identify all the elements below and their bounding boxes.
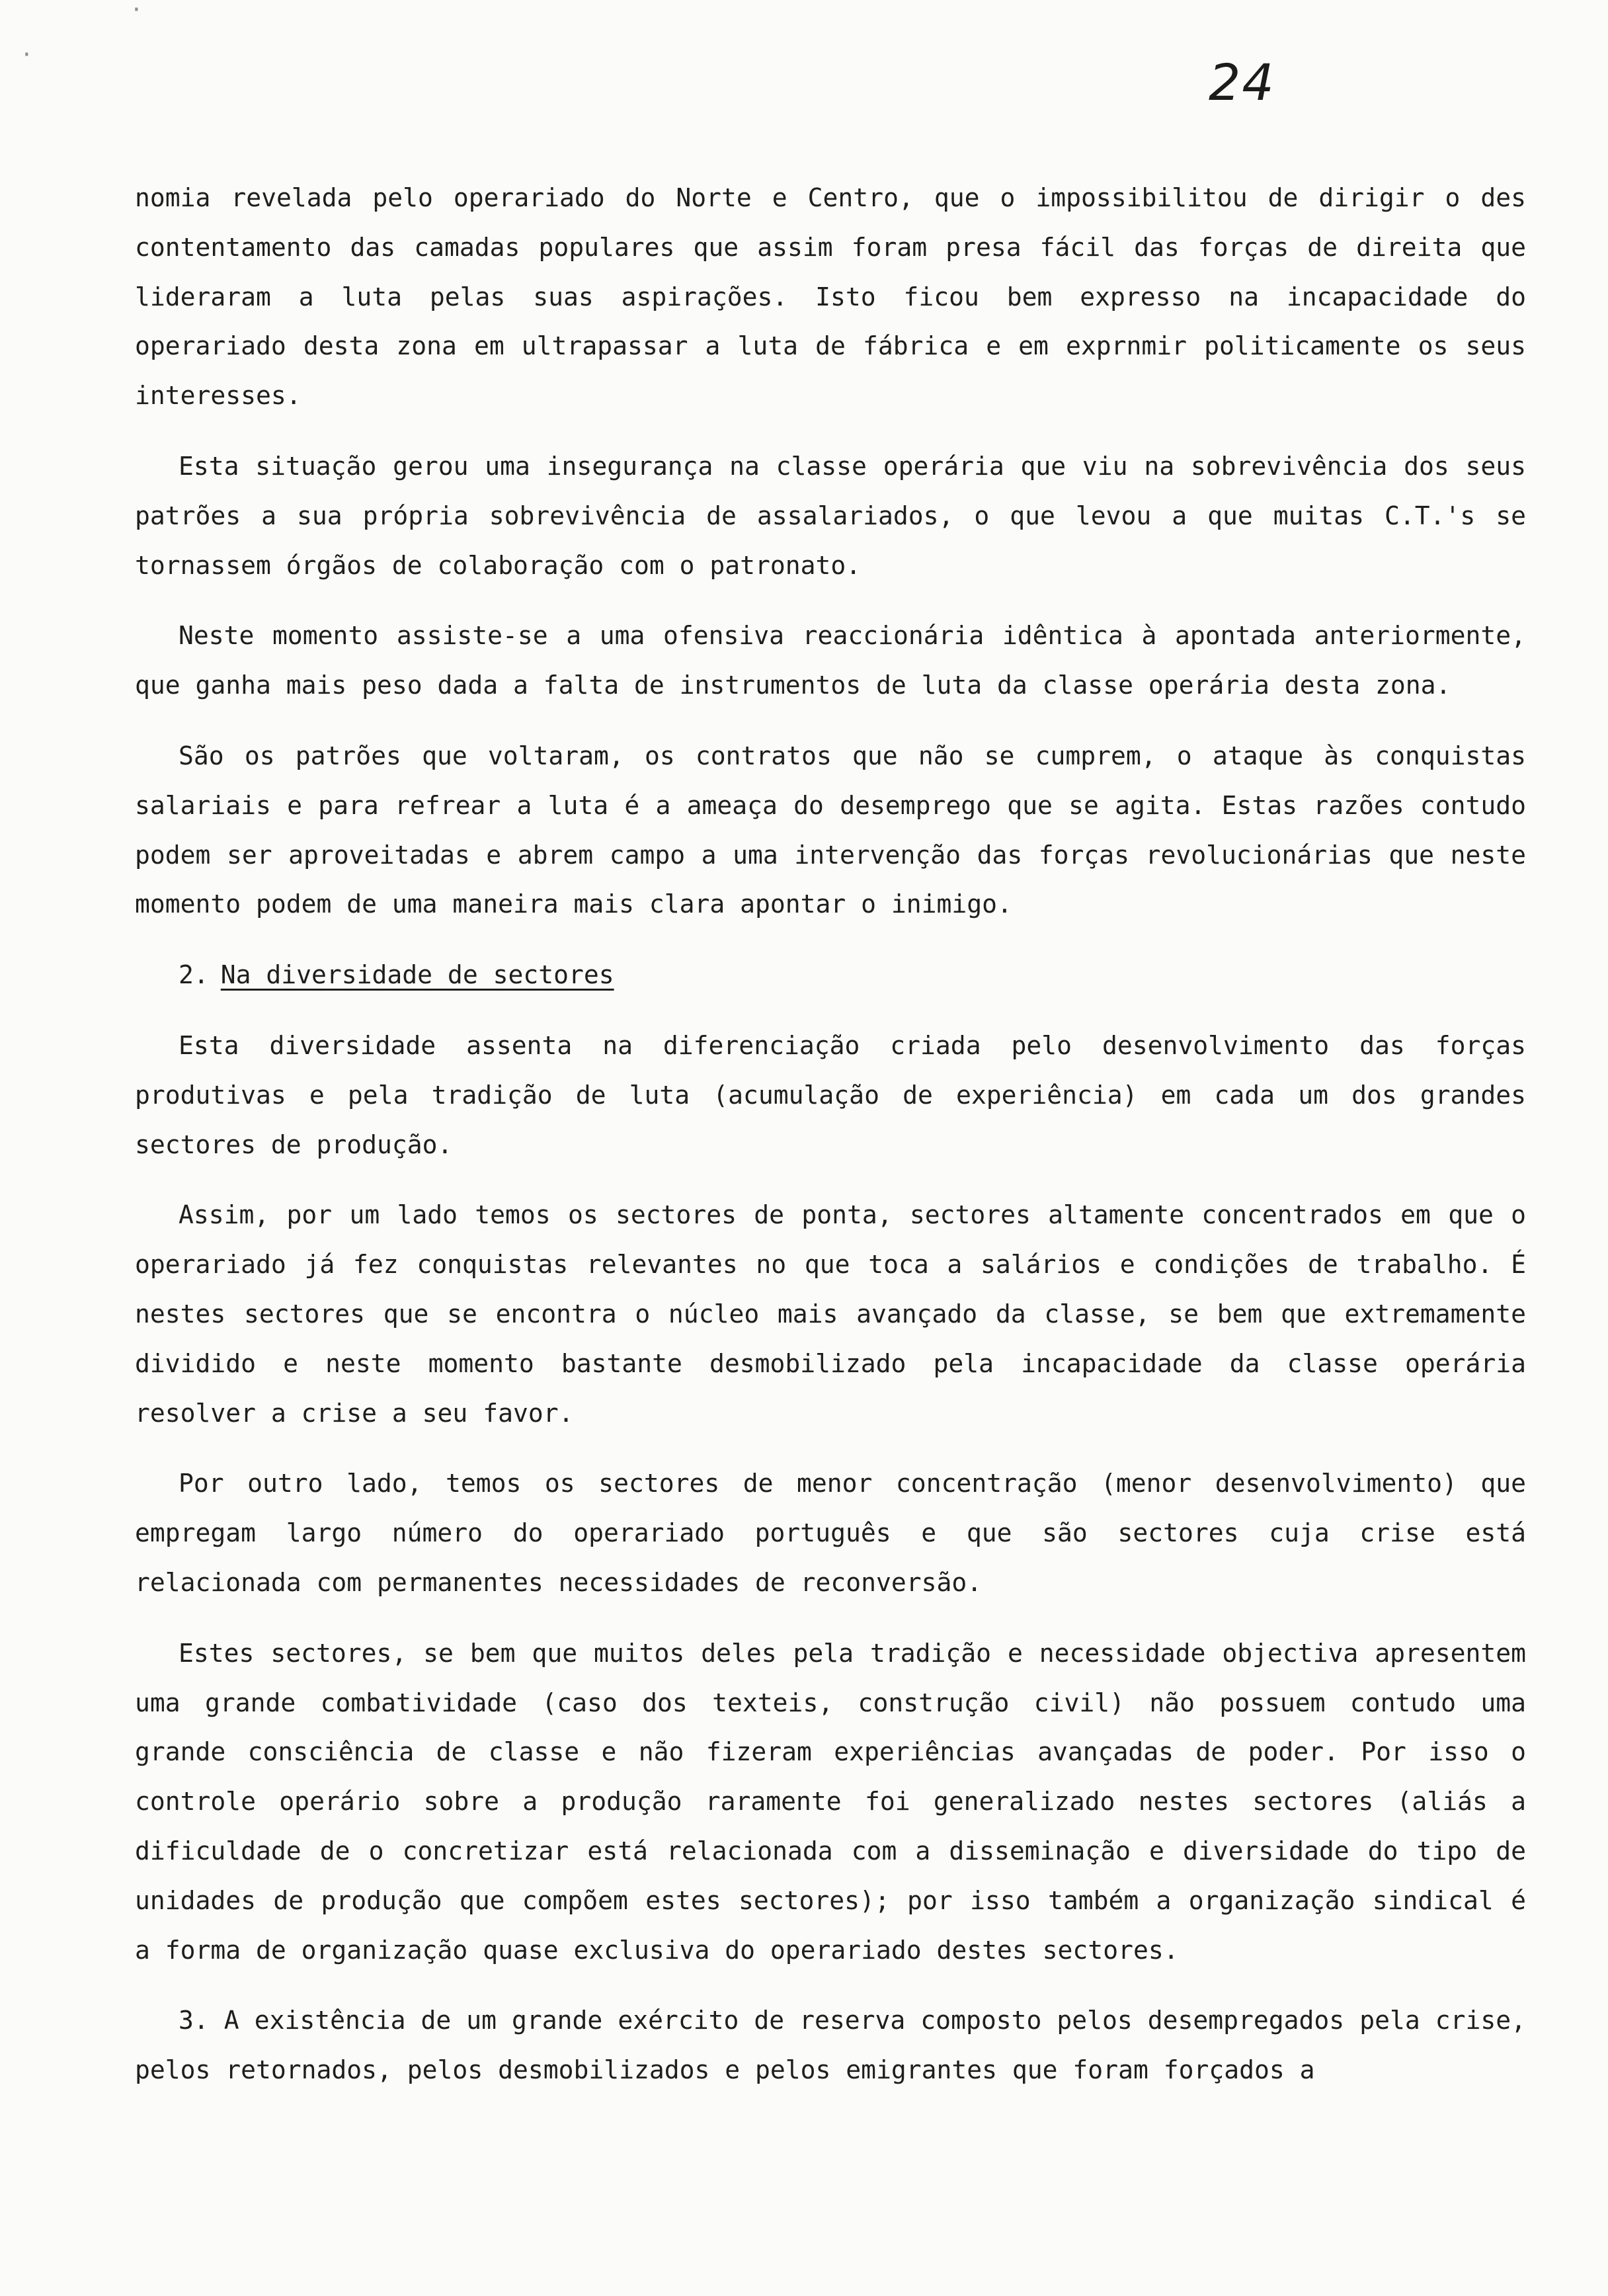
body-text [135, 173, 1526, 2095]
scan-speck: · [22, 40, 31, 70]
section-title: Na diversidade de sectores [220, 960, 614, 990]
item-number: 3. [179, 2006, 209, 2035]
paragraph: Por outro lado, temos os sectores de menor concentração (menor desenvolvimento) que empregam largo número do operariado português e que são sectores cuja crise está relacionada com permanentes necessidades de reconversão. [135, 1469, 1526, 1597]
paragraph: Esta situação gerou uma insegurança na classe operária que viu na sobrevivência dos seus patrões a sua própria sobrevivência de assalariados, o que levou a que muitas C.T.'s se tornassem órgãos de colaboração com o patronato. [135, 451, 1526, 580]
item-text: A existência de um grande exército de reserva composto pelos desempregados pela crise, pelos retornados, pelos desmobilizados e pelos emigrantes que foram forçados a [135, 2006, 1526, 2085]
paragraph: Estes sectores, se bem que muitos deles pela tradição e necessidade objectiva apresentem uma grande combatividade (caso dos texteis, construção civil) não possuem contudo uma grande consciência de classe e não fizeram experiências avançadas de poder. Por isso o controle operário sobre a produção raramente foi generalizado nestes sectores (aliás a dificuldade de o concretizar está relacionada com a disseminação e diversidade do tipo de unidades de produção que compõem estes sectores); por isso também a organização sindical é a forma de organização quase exclusiva do operariado destes sectores. [135, 1638, 1526, 1965]
section-heading [135, 950, 1526, 1000]
paragraph: Neste momento assiste-se a uma ofensiva reaccionária idêntica à apontada anteriormente, que ganha mais peso dada a falta de instrumentos de luta da classe operária desta zona. [135, 621, 1526, 700]
section-number: 2. [179, 960, 209, 990]
paragraph: Assim, por um lado temos os sectores de ponta, sectores altamente concentrados em que o operariado já fez conquistas relevantes no que toca a salários e condições de trabalho. É nestes sectores que se encontra o núcleo mais avançado da classe, se bem que extremamente dividido e neste momento bastante desmobilizado pela incapacidade da classe operária resolver a crise a seu favor. [135, 1200, 1526, 1428]
paragraph-continuation: nomia revelada pelo operariado do Norte e Centro, que o impossibilitou de dirigir o des contentamento das camadas populares que assim foram presa fácil das forças de direita que lideraram a luta pelas suas aspirações. Isto ficou bem expresso na incapacidade do operariado desta zona em ultrapassar a luta de fábrica e em exprnmir politicamente os seus interesses. [135, 183, 1526, 411]
numbered-paragraph [135, 1996, 1526, 2095]
scan-speck: · [132, 0, 141, 25]
page-number: 24 [1209, 53, 1275, 112]
paragraph: São os patrões que voltaram, os contratos que não se cumprem, o ataque às conquistas salariais e para refrear a luta é a ameaça do desemprego que se agita. Estas razões contudo podem ser aproveitadas e abrem campo a uma intervenção das forças revolucionárias que neste momento podem de uma maneira mais clara apontar o inimigo. [135, 741, 1526, 919]
paragraph: Esta diversidade assenta na diferenciação criada pelo desenvolvimento das forças produtivas e pela tradição de luta (acumulação de experiência) em cada um dos grandes sectores de produção. [135, 1030, 1526, 1159]
